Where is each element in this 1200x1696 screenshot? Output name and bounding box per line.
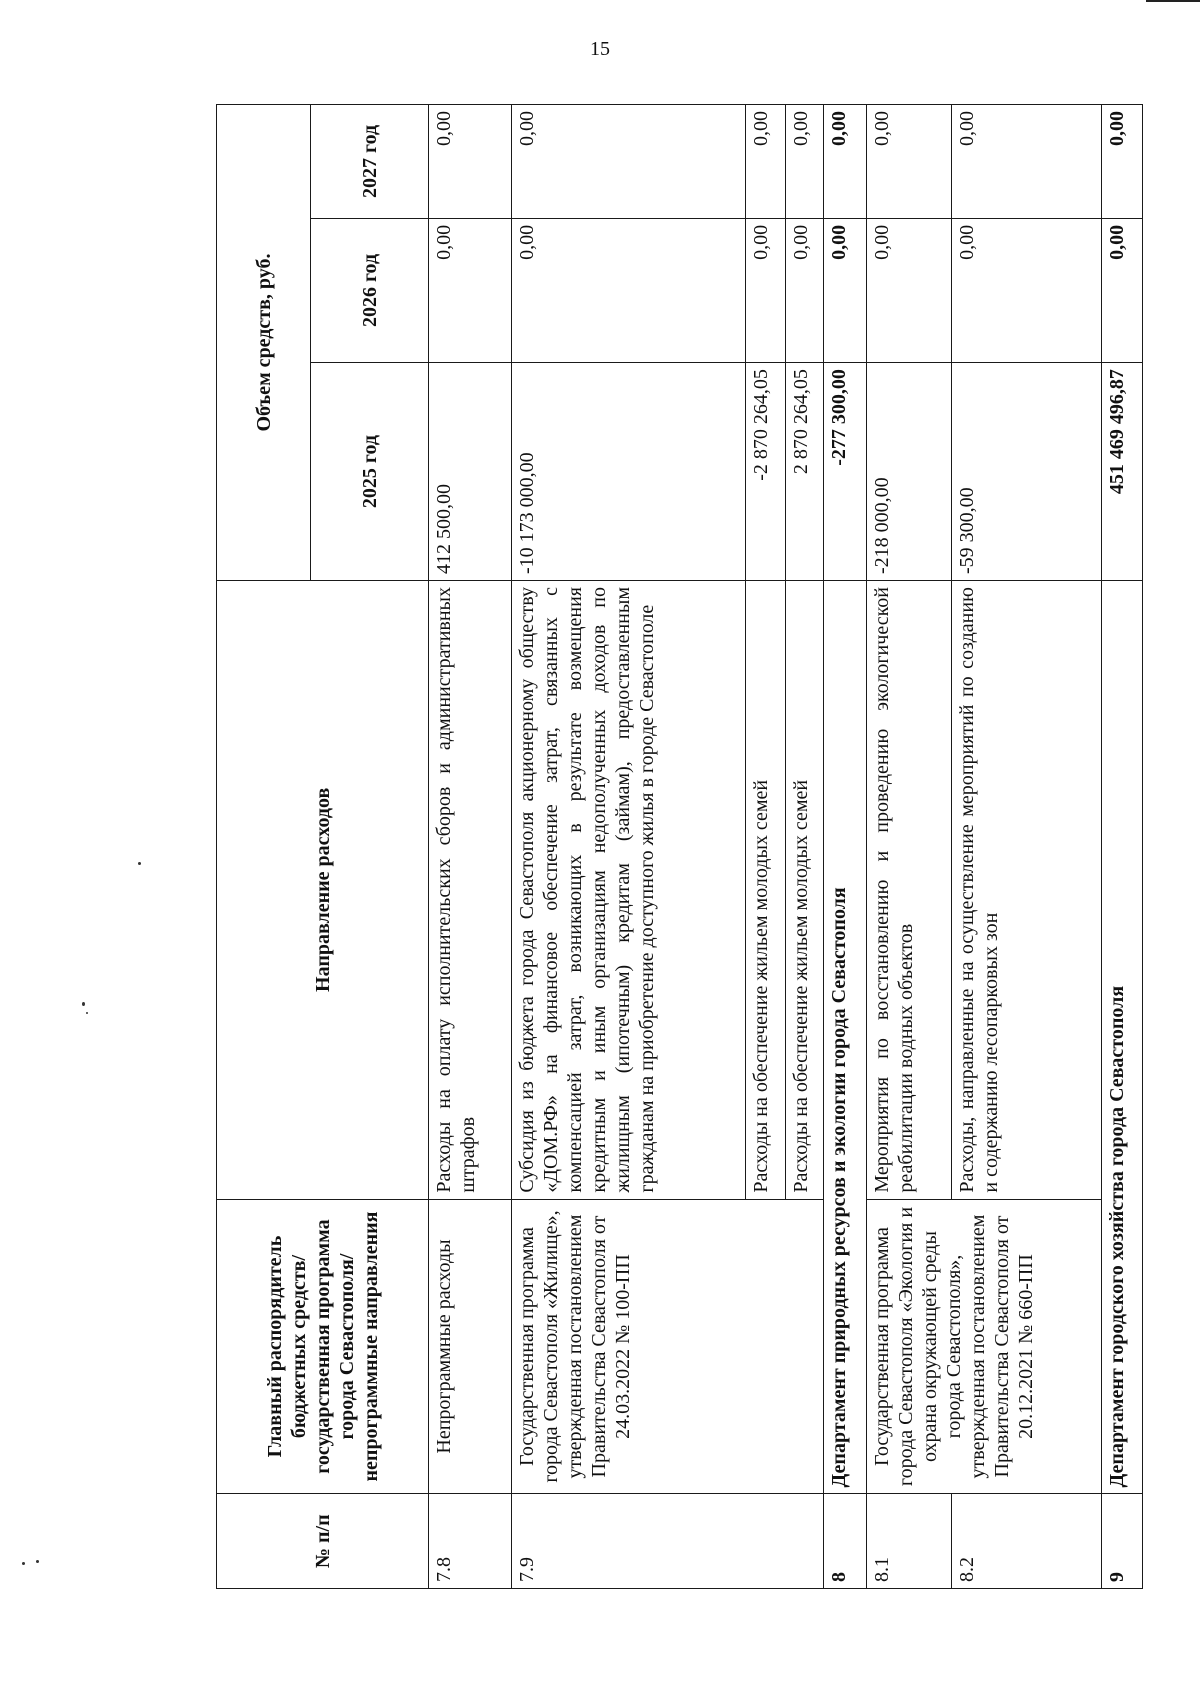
row-direction: Мероприятия по восстановлению и проведению экологической реабилитации водных объектов [867, 581, 952, 1200]
table-header-row [217, 105, 311, 1589]
row-value-2027: 0,00 [746, 105, 786, 219]
row-direction: Расходы на обеспечение жильем молодых семей [786, 581, 824, 1200]
row-value-2027: 0,00 [786, 105, 824, 219]
department-row [1102, 105, 1143, 1589]
header-year-2027: 2027 год [311, 105, 429, 219]
row-program: Государственная программа города Севастополя «Жилище», утвержденная постановлением Правительства Севастополя от 24.03.2022 № 100-ПП [512, 1199, 824, 1494]
row-value-2026: 0,00 [512, 218, 746, 362]
budget-table [216, 104, 1143, 1589]
row-value-2025: -2 870 264,05 [746, 363, 786, 581]
header-year-2025: 2025 год [311, 363, 429, 581]
scan-edge-line [1146, 0, 1200, 2]
row-value-2025: -277 300,00 [824, 363, 867, 581]
row-num: 7.9 [512, 1494, 824, 1589]
row-num: 8 [824, 1494, 867, 1589]
row-value-2025: 2 870 264,05 [786, 363, 824, 581]
row-value-2027: 0,00 [952, 105, 1102, 219]
department-row [824, 105, 867, 1589]
scan-speck [82, 1002, 85, 1006]
header-program: Главный распорядитель бюджетных средств/государственная программа города Севастополя/непрограммные направления [217, 1199, 429, 1494]
row-value-2025: -10 173 000,00 [512, 363, 746, 581]
row-direction: Расходы на оплату исполнительских сборов и административных штрафов [429, 581, 512, 1200]
row-value-2026: 0,00 [824, 218, 867, 362]
row-value-2027: 0,00 [512, 105, 746, 219]
row-direction: Расходы, направленные на осуществление мероприятий по созданию и содержанию лесопарковых зон [952, 581, 1102, 1200]
header-volume: Объем средств, руб. [217, 105, 311, 581]
page-number: 15 [590, 38, 610, 60]
row-value-2025: -59 300,00 [952, 363, 1102, 581]
row-value-2025: -218 000,00 [867, 363, 952, 581]
scan-speck [22, 1562, 25, 1565]
row-value-2027: 0,00 [1102, 105, 1143, 219]
row-num: 8.2 [952, 1494, 1102, 1589]
table-row [867, 105, 952, 1589]
row-value-2026: 0,00 [786, 218, 824, 362]
row-value-2026: 0,00 [1102, 218, 1143, 362]
scan-speck [86, 1012, 88, 1014]
row-value-2025: 412 500,00 [429, 363, 512, 581]
header-direction: Направление расходов [217, 581, 429, 1200]
row-program: Государственная программа города Севастополя «Экология и охрана окружающей среды города Севастополя», утвержденная постановлением Правительства Севастополя от 20.12.2021 № 660-ПП [867, 1199, 1102, 1494]
table-row [429, 105, 512, 1589]
row-value-2025: 451 469 496,87 [1102, 363, 1143, 581]
scan-speck [36, 1560, 39, 1563]
department-title: Департамент природных ресурсов и экологии города Севастополя [824, 581, 867, 1494]
row-value-2026: 0,00 [867, 218, 952, 362]
row-value-2027: 0,00 [867, 105, 952, 219]
table-row [512, 105, 746, 1589]
scan-speck [138, 862, 141, 865]
row-num: 8.1 [867, 1494, 952, 1589]
row-value-2027: 0,00 [429, 105, 512, 219]
row-direction: Субсидия из бюджета города Севастополя акционерному обществу «ДОМ.РФ» на финансовое обеспечение затрат, связанных с компенсацией затрат, возникающих в результате возмещения кредитным и иным организациям недополученных доходов по жилищным (ипотечным) кредитам (займам), предоставленным гражданам на приобретение доступного жилья в городе Севастополе [512, 581, 746, 1200]
row-program: Непрограммные расходы [429, 1199, 512, 1494]
row-value-2026: 0,00 [746, 218, 786, 362]
header-year-2026: 2026 год [311, 218, 429, 362]
row-value-2027: 0,00 [824, 105, 867, 219]
department-title: Департамент городского хозяйства города Севастополя [1102, 581, 1143, 1494]
rotated-table-wrapper [216, 104, 1142, 1589]
row-direction: Расходы на обеспечение жильем молодых семей [746, 581, 786, 1200]
row-value-2026: 0,00 [952, 218, 1102, 362]
row-value-2026: 0,00 [429, 218, 512, 362]
header-num: № п/п [217, 1494, 429, 1589]
row-num: 9 [1102, 1494, 1143, 1589]
row-num: 7.8 [429, 1494, 512, 1589]
